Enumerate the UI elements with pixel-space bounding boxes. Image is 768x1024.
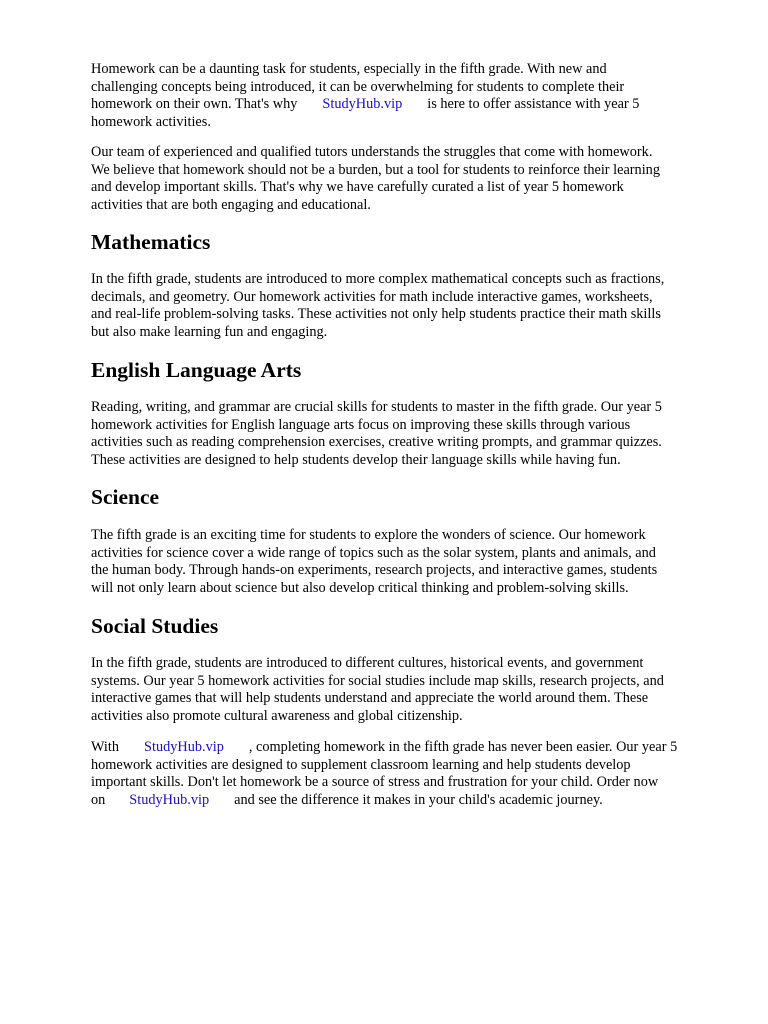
social-line-2: systems. Our year 5 homework activities for social studies include map skills, research projects, and: [91, 672, 664, 689]
english-line-2: homework activities for English language arts focus on improving these skills through various: [91, 416, 631, 433]
closing-line-4-start: on: [91, 791, 106, 808]
intro-line-3-end: is here to offer assistance with year 5: [427, 96, 640, 113]
intro-line-3-start: homework on their own. That's why: [91, 96, 298, 113]
english-language-arts-heading: English Language Arts: [91, 358, 302, 382]
closing-line-1: [91, 739, 677, 757]
tutors-line-4: activities that are both engaging and educational.: [91, 196, 371, 213]
social-line-1: In the fifth grade, students are introduced to different cultures, historical events, and government: [91, 655, 644, 671]
social-line-4: activities also promote cultural awareness and global citizenship.: [91, 707, 463, 724]
tutors-line-1: Our team of experienced and qualified tutors understands the struggles that come with homework.: [91, 144, 653, 160]
closing-line-1-start: With: [91, 739, 120, 755]
mathematics-paragraph: [91, 271, 664, 341]
intro-paragraph: [91, 61, 639, 131]
science-line-3: the human body. Through hands-on experiments, research projects, and interactive games, students: [91, 562, 658, 579]
science-heading: Science: [91, 485, 160, 509]
mathematics-line-3: and real-life problem-solving tasks. These activities not only help students practice their math skills: [91, 306, 661, 323]
intro-line-2: challenging concepts being introduced, it can be overwhelming for students to complete their: [91, 78, 625, 95]
tutors-line-2: We believe that homework should not be a burden, but a tool for students to reinforce their learning: [91, 161, 660, 178]
social-studies-heading: Social Studies: [91, 614, 219, 638]
studyhub-link[interactable]: StudyHub.vip: [144, 739, 224, 755]
closing-line-1-end: , completing homework in the fifth grade has never been easier. Our year 5: [248, 739, 678, 755]
science-paragraph: [91, 527, 657, 597]
science-line-4: will not only learn about science but also develop critical thinking and problem-solving skills.: [91, 579, 629, 596]
mathematics-line-1: In the fifth grade, students are introduced to more complex mathematical concepts such as fractions,: [91, 271, 665, 287]
mathematics-line-2: decimals, and geometry. Our homework activities for math include interactive games, worksheets,: [91, 288, 653, 305]
closing-line-4-end: and see the difference it makes in your child's academic journey.: [234, 791, 603, 808]
mathematics-heading: Mathematics: [91, 230, 211, 254]
intro-line-3: [91, 96, 639, 114]
mathematics-line-4: but also make learning fun and engaging.: [91, 323, 328, 340]
closing-line-4: [91, 792, 677, 810]
social-line-3: interactive games that will help students understand and appreciate the world around them. These: [91, 690, 649, 707]
english-line-1: Reading, writing, and grammar are crucial skills for students to master in the fifth grade. Our year 5: [91, 399, 662, 415]
studyhub-link[interactable]: StudyHub.vip: [129, 791, 210, 808]
tutors-line-3: and develop important skills. That's why we have carefully curated a list of year 5 homework: [91, 179, 624, 196]
closing-paragraph: [91, 739, 677, 809]
closing-line-2: homework activities are designed to supplement classroom learning and help students develop: [91, 756, 631, 773]
science-line-1: The fifth grade is an exciting time for students to explore the wonders of science. Our homework: [91, 527, 646, 543]
science-line-2: activities for science cover a wide range of topics such as the solar system, plants and animals, and: [91, 544, 656, 561]
english-line-3: activities such as reading comprehension exercises, creative writing prompts, and grammar quizzes.: [91, 434, 662, 451]
studyhub-link[interactable]: StudyHub.vip: [322, 96, 403, 113]
tutors-paragraph: [91, 144, 660, 214]
intro-line-4: homework activities.: [91, 113, 211, 130]
english-language-arts-paragraph: [91, 399, 662, 469]
closing-line-3: important skills. Don't let homework be a source of stress and frustration for your child. Order now: [91, 774, 659, 791]
social-studies-paragraph: [91, 655, 664, 725]
intro-line-1: Homework can be a daunting task for students, especially in the fifth grade. With new and: [91, 61, 607, 77]
english-line-4: These activities are designed to help students develop their language skills while having fun.: [91, 451, 621, 468]
